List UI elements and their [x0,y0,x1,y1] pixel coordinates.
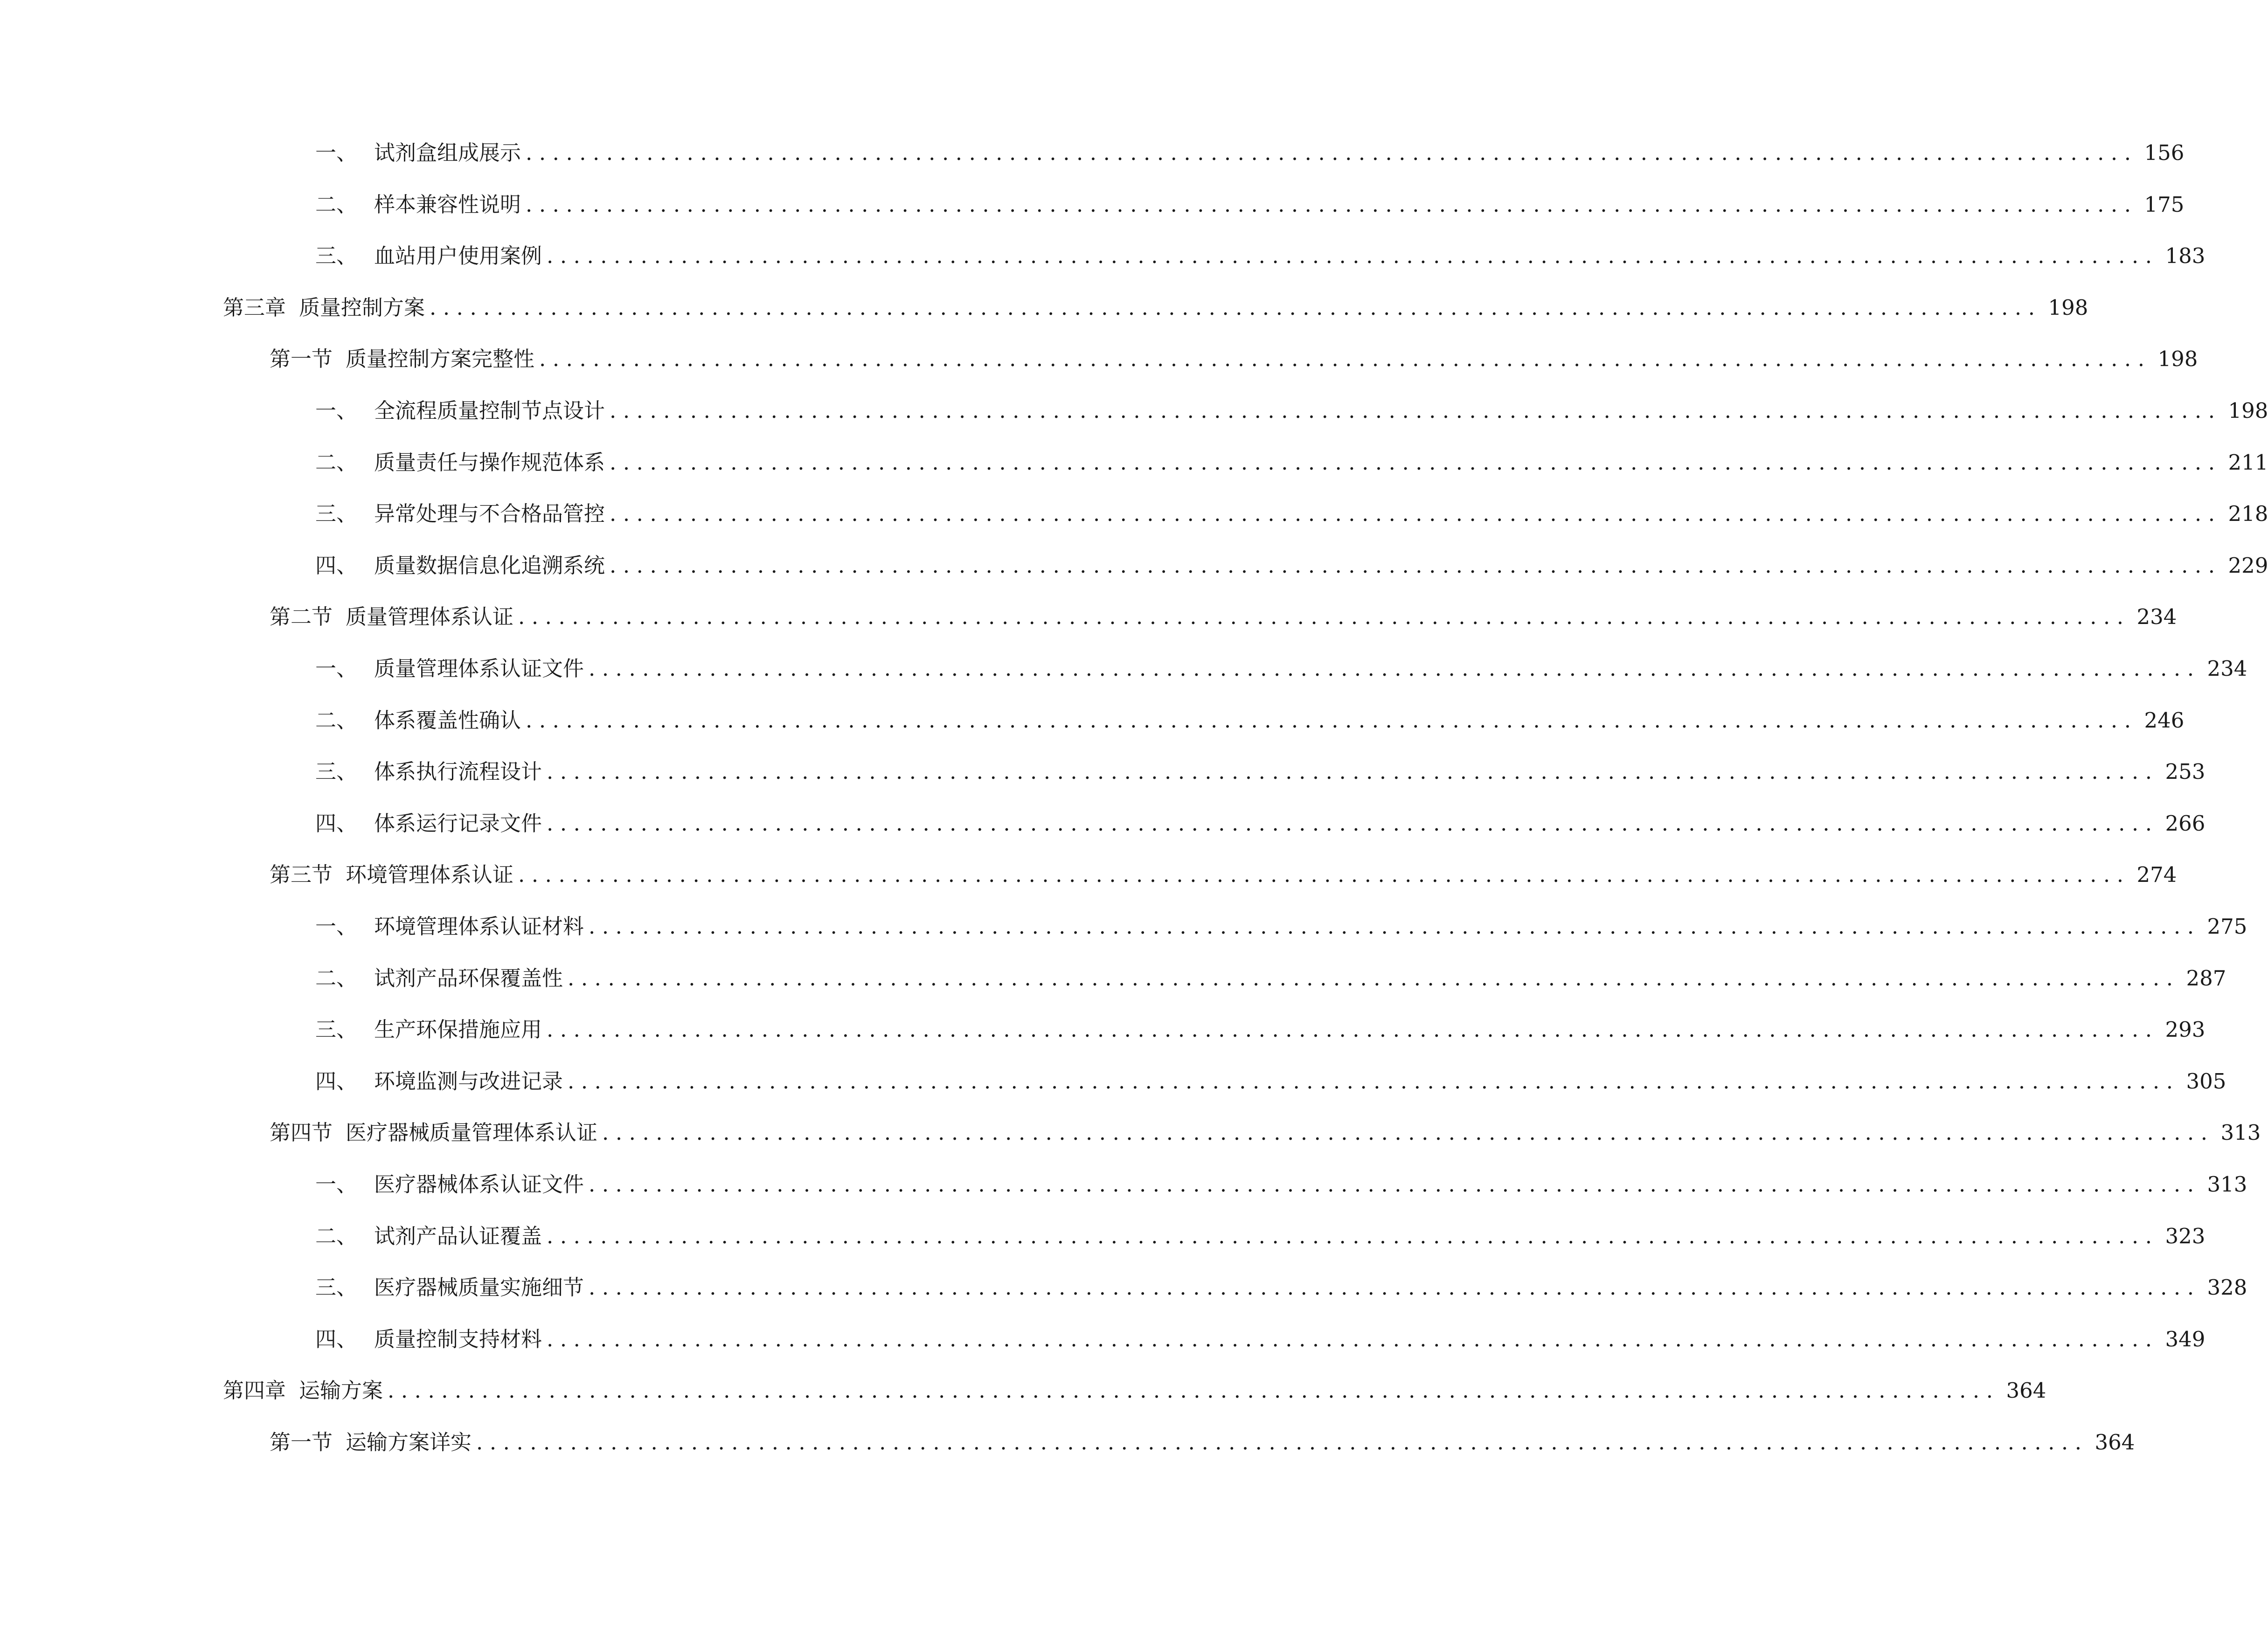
toc-page-number: 198 [2157,347,2198,372]
toc-page-number: 266 [2165,811,2206,836]
toc-entry-title: 全流程质量控制节点设计 [374,398,605,423]
toc-page-number: 274 [2136,862,2177,887]
toc-entry-title: 运输方案详实 [346,1430,472,1455]
toc-dot-leader: ........................................................................................................................ [568,1068,2180,1094]
toc-entry-number: 一、 [315,140,358,165]
toc-entry-title: 试剂盒组成展示 [374,140,521,165]
toc-entry-item[interactable] [315,1062,2226,1101]
toc-entry-section[interactable] [270,1423,2135,1462]
toc-entry-number: 三、 [315,759,358,784]
toc-entry-item[interactable] [315,133,2185,173]
toc-entry-label [315,133,521,173]
toc-page-number: 156 [2144,140,2185,165]
toc-entry-title: 环境监测与改进记录 [374,1068,563,1094]
toc-dot-leader: ........................................................................................................................ [547,1326,2159,1352]
toc-entry-title: 质量控制方案完整性 [346,347,535,372]
toc-entry-number: 二、 [315,965,358,991]
toc-entry-title: 医疗器械质量管理体系认证 [346,1120,598,1145]
toc-entry-label [315,1062,563,1101]
toc-page-number: 218 [2228,501,2268,527]
toc-dot-leader: ........................................................................................................................ [589,1275,2201,1300]
toc-entry-label [315,494,605,534]
toc-entry-title: 生产环保措施应用 [374,1017,542,1042]
toc-entry-number: 第三节 [270,862,333,887]
toc-page-number: 313 [2207,1172,2247,1197]
toc-entry-item[interactable] [315,907,2247,946]
toc-page-number: 234 [2207,656,2247,681]
toc-page-number: 364 [2006,1378,2046,1403]
toc-entry-item[interactable] [315,185,2185,224]
toc-entry-number: 二、 [315,450,358,475]
toc-entry-title: 环境管理体系认证 [346,862,514,887]
toc-entry-label [315,701,521,740]
toc-entry-title: 环境管理体系认证材料 [374,914,584,939]
toc-entry-item[interactable] [315,1268,2247,1307]
toc-entry-label [315,391,605,430]
toc-page-number: 246 [2144,707,2185,733]
toc-entry-label [315,1268,584,1307]
toc-page-number: 293 [2165,1017,2206,1042]
toc-dot-leader: ........................................................................................................................ [547,759,2159,784]
toc-page-number: 275 [2207,914,2247,939]
toc-entry-label [270,1423,472,1462]
toc-page-number: 328 [2207,1275,2247,1300]
toc-page-number: 175 [2144,192,2185,217]
toc-entry-title: 血站用户使用案例 [374,243,542,269]
toc-entry-number: 三、 [315,1275,358,1300]
toc-entry-title: 体系执行流程设计 [374,759,542,784]
toc-dot-leader: ........................................................................................................................ [589,1172,2201,1197]
toc-page-number: 198 [2228,398,2268,423]
toc-dot-leader: ........................................................................................................................ [526,192,2138,217]
toc-page-number: 229 [2228,553,2268,578]
toc-entry-label [315,959,563,998]
toc-entry-title: 体系覆盖性确认 [374,707,521,733]
toc-entry-item[interactable] [315,391,2268,430]
toc-page-number: 349 [2165,1326,2206,1352]
toc-entry-number: 一、 [315,656,358,681]
toc-page-number: 287 [2186,965,2226,991]
toc-entry-title: 医疗器械质量实施细节 [374,1275,584,1300]
toc-entry-label [315,804,542,843]
toc-entry-chapter[interactable] [223,1371,2046,1410]
toc-entry-label [315,649,584,688]
toc-entry-label [270,597,513,637]
toc-entry-title: 质量责任与操作规范体系 [374,450,605,475]
toc-entry-label [315,907,584,946]
toc-entry-item[interactable] [315,1217,2206,1256]
toc-entry-number: 一、 [315,398,358,423]
toc-dot-leader: ........................................................................................................................ [430,295,2042,320]
toc-entry-number: 第四章 [223,1378,286,1403]
toc-entry-title: 样本兼容性说明 [374,192,521,217]
toc-page-number: 305 [2186,1068,2226,1094]
toc-entry-number: 三、 [315,1017,358,1042]
toc-page-number: 234 [2136,604,2177,630]
toc-entry-title: 质量控制方案 [299,295,425,320]
toc-entry-label [270,1113,597,1152]
toc-entry-number: 三、 [315,501,358,527]
toc-entry-item[interactable] [315,1010,2206,1049]
toc-entry-number: 第一节 [270,1430,333,1455]
toc-entry-item[interactable] [315,649,2247,688]
toc-entry-label [315,1320,542,1359]
toc-entry-number: 二、 [315,707,358,733]
toc-entry-title: 质量控制支持材料 [374,1326,542,1352]
toc-dot-leader: ........................................................................................................................ [610,501,2222,527]
toc-dot-leader: ........................................................................................................................ [518,862,2130,887]
toc-entry-title: 质量数据信息化追溯系统 [374,553,605,578]
toc-entry-number: 第四节 [270,1120,333,1145]
toc-dot-leader: ........................................................................................................................ [518,604,2130,630]
toc-entry-section[interactable] [270,340,2198,379]
toc-entry-title: 质量管理体系认证 [346,604,514,630]
toc-entry-number: 四、 [315,811,358,836]
toc-entry-item[interactable] [315,1165,2247,1204]
toc-entry-label [315,185,521,224]
toc-entry-item[interactable] [315,959,2226,998]
toc-dot-leader: ........................................................................................................................ [526,707,2138,733]
toc-entry-number: 三、 [315,243,358,269]
toc-entry-label [315,1165,584,1204]
toc-entry-number: 四、 [315,1068,358,1094]
toc-entry-chapter[interactable] [223,288,2088,327]
toc-page-number: 313 [2220,1120,2261,1145]
toc-entry-number: 第三章 [223,295,286,320]
toc-dot-leader: ........................................................................................................................ [589,914,2201,939]
toc-dot-leader: ........................................................................................................................ [547,1017,2159,1042]
toc-entry-section[interactable] [270,855,2177,894]
toc-dot-leader: ........................................................................................................................ [610,398,2222,423]
toc-entry-label [315,1010,542,1049]
toc-dot-leader: ........................................................................................................................ [547,811,2159,836]
toc-entry-item[interactable] [315,236,2206,276]
toc-page-number: 211 [2228,450,2268,475]
toc-page-number: 183 [2165,243,2206,269]
toc-entry-label [270,340,534,379]
toc-entry-item[interactable] [315,443,2268,482]
toc-page-number: 323 [2165,1223,2206,1248]
toc-entry-label [223,1371,383,1410]
toc-entry-item[interactable] [315,494,2268,534]
toc-entry-section[interactable] [270,1113,2261,1152]
toc-entry-number: 一、 [315,1172,358,1197]
toc-entry-item[interactable] [315,1320,2206,1359]
toc-entry-title: 医疗器械体系认证文件 [374,1172,584,1197]
toc-entry-label [223,288,425,327]
toc-entry-title: 异常处理与不合格品管控 [374,501,605,527]
toc-dot-leader: ........................................................................................................................ [388,1378,2000,1403]
toc-dot-leader: ........................................................................................................................ [539,347,2151,372]
toc-entry-label [270,855,513,894]
toc-entry-title: 体系运行记录文件 [374,811,542,836]
toc-entry-number: 二、 [315,192,358,217]
toc-page-number: 253 [2165,759,2206,784]
toc-entry-number: 四、 [315,553,358,578]
toc-entry-title: 质量管理体系认证文件 [374,656,584,681]
toc-entry-title: 试剂产品环保覆盖性 [374,965,563,991]
toc-entry-item[interactable] [315,701,2185,740]
toc-dot-leader: ........................................................................................................................ [476,1430,2088,1455]
toc-entry-label [315,752,542,791]
toc-dot-leader: ........................................................................................................................ [568,965,2180,991]
toc-entry-number: 二、 [315,1223,358,1248]
toc-entry-label [315,1217,542,1256]
toc-dot-leader: ........................................................................................................................ [610,450,2222,475]
toc-entry-number: 四、 [315,1326,358,1352]
toc-entry-title: 运输方案 [299,1378,383,1403]
toc-entry-number: 第二节 [270,604,333,630]
toc-dot-leader: ........................................................................................................................ [589,656,2201,681]
toc-entry-number: 一、 [315,914,358,939]
toc-entry-item[interactable] [315,752,2206,791]
toc-entry-item[interactable] [315,804,2206,843]
toc-entry-number: 第一节 [270,347,333,372]
toc-dot-leader: ........................................................................................................................ [526,140,2138,165]
toc-dot-leader: ........................................................................................................................ [547,1223,2159,1248]
toc-page-number: 198 [2048,295,2088,320]
toc-entry-item[interactable] [315,546,2268,585]
toc-entry-label [315,236,542,276]
toc-entry-section[interactable] [270,597,2177,637]
toc-dot-leader: ........................................................................................................................ [547,243,2159,269]
toc-dot-leader: ........................................................................................................................ [610,553,2222,578]
toc-page-number: 364 [2095,1430,2135,1455]
toc-dot-leader: ........................................................................................................................ [602,1120,2214,1145]
toc-entry-label [315,546,605,585]
toc-entry-label [315,443,605,482]
toc-entry-title: 试剂产品认证覆盖 [374,1223,542,1248]
